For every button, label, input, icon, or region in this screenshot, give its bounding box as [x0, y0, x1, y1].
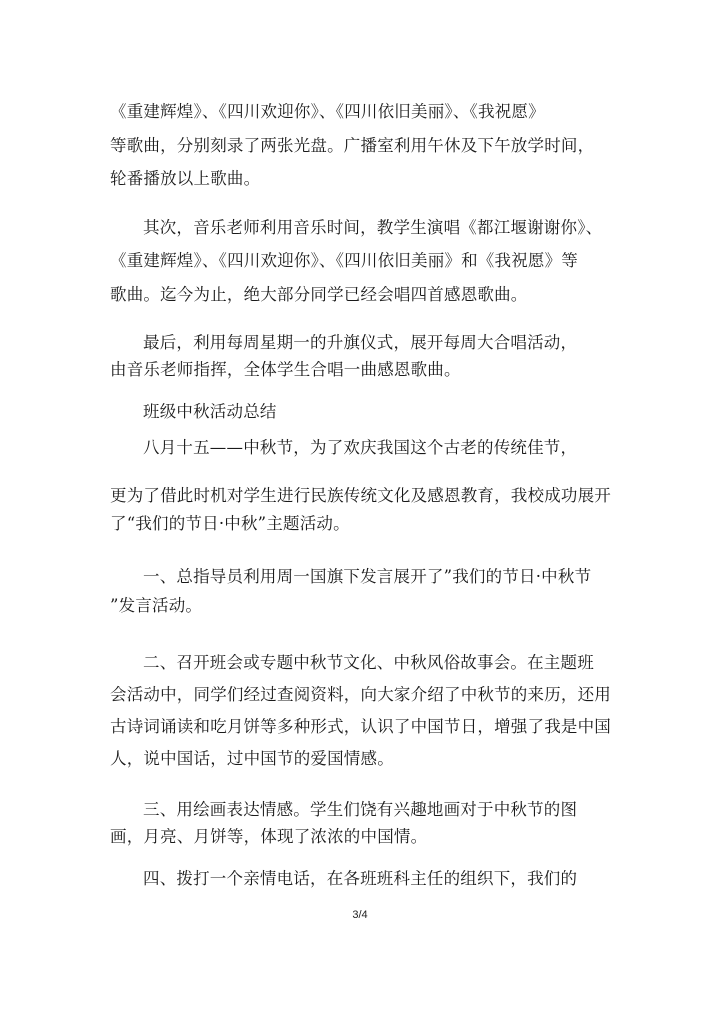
paragraph-line: 一、总指导员利用周一国旗下发言展开了”我们的节日·中秋节: [143, 567, 592, 586]
paragraph-line: 人，说中国话，过中国节的爱国情感。: [110, 749, 394, 768]
paragraph-line: 更为了借此时机对学生进行民族传统文化及感恩教育，我校成功展开: [110, 486, 611, 505]
page-number: 3/4: [352, 909, 368, 921]
section-heading: 班级中秋活动总结: [143, 402, 277, 421]
paragraph-line: 会活动中，同学们经过查阅资料，向大家介绍了中秋节的来历，还用: [110, 685, 611, 704]
paragraph-line: 歌曲。迄今为止，绝大部分同学已经会唱四首感恩歌曲。: [110, 285, 528, 304]
paragraph-line: 八月十五——中秋节，为了欢庆我国这个古老的传统佳节，: [143, 438, 578, 457]
paragraph-line: ”发言活动。: [110, 596, 203, 615]
paragraph-line: 三、用绘画表达情感。学生们饶有兴趣地画对于中秋节的图: [143, 800, 578, 819]
paragraph-line: 四、拨打一个亲情电话，在各班班科主任的组织下，我们的: [143, 869, 578, 888]
paragraph-line: 等歌曲，分别刻录了两张光盘。广播室利用午休及下午放学时间，: [110, 136, 595, 155]
paragraph-line: 轮番播放以上歌曲。: [110, 169, 261, 188]
paragraph-line: 由音乐老师指挥，全体学生合唱一曲感恩歌曲。: [110, 360, 461, 379]
paragraph-line: 最后，利用每周星期一的升旗仪式，展开每周大合唱活动，: [143, 333, 578, 352]
paragraph-line: 古诗词诵读和吃月饼等多种形式，认识了中国节日，增强了我是中国: [110, 717, 611, 736]
paragraph-line: 《重建辉煌》、《四川欢迎你》、《四川依旧美丽》和《我祝愿》等: [110, 251, 578, 270]
paragraph-line: 画，月亮、月饼等，体现了浓浓的中国情。: [110, 827, 428, 846]
paragraph-line: 二、召开班会或专题中秋节文化、中秋风俗故事会。在主题班: [143, 653, 594, 672]
paragraph-line: 其次，音乐老师利用音乐时间，教学生演唱《都江堰谢谢你》、: [143, 218, 603, 237]
paragraph-line: 《重建辉煌》、《四川欢迎你》、《四川依旧美丽》、《我祝愿》: [110, 102, 545, 121]
paragraph-line: 了“我们的节日·中秋”主题活动。: [110, 514, 350, 533]
